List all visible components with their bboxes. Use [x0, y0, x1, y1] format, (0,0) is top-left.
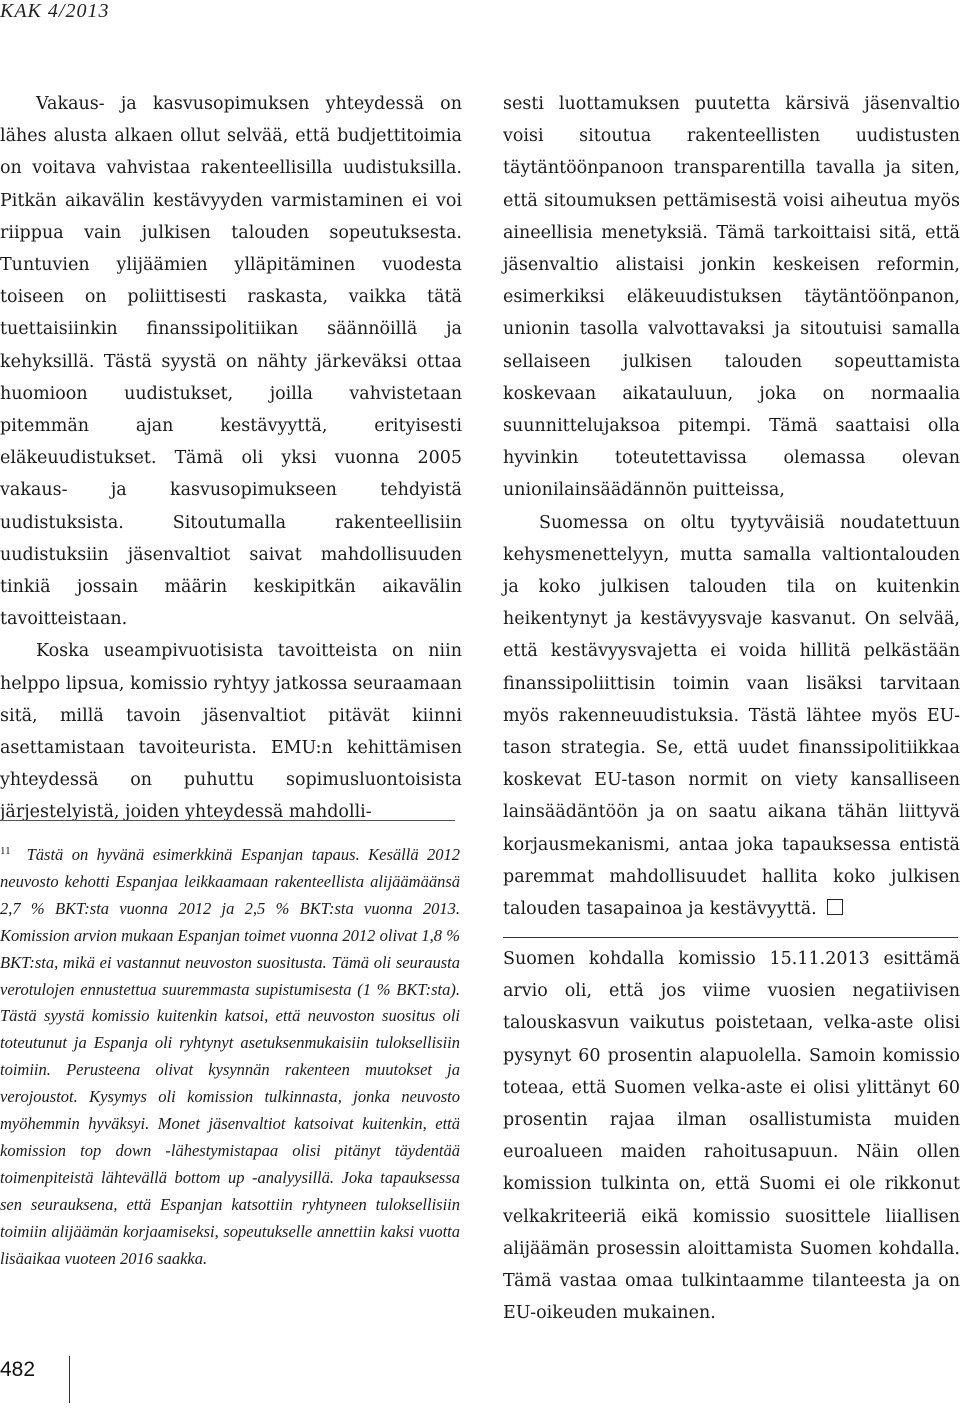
end-of-article-mark: [827, 899, 843, 915]
left-column: [0, 88, 462, 829]
right-paragraph-2: [503, 507, 960, 926]
box-paragraph: Suomen kohdalla komissio 15.11.2013 esittämä arvio oli, että jos viime vuosien negatiivisen talouskasvun vaikutus poistetaan, velka-aste olisi pysynyt 60 prosentin alapuolella. Samoin komissio toteaa, että Suomen velka-aste ei olisi ylittänyt 60 prosentin rajaa ilman osallistumista muiden euroalueen maiden rahoitusapuun. Näin ollen komission tulkinta on, että Suomi ei ole rikkonut velkakriteeriä eikä komissio suosittele liiallisen alijäämän prosessin aloittamista Suomen kohdalla. Tämä vastaa omaa tulkintaamme tilanteesta ja on EU-oikeuden mukainen.: [503, 949, 960, 1324]
footnote-number: 11: [0, 845, 11, 857]
right-paragraph-1: sesti luottamuksen puutetta kärsivä jäsenvaltio voisi sitoutua rakenteellisten uudistusten täytäntöönpanoon transparentilla tavalla ja siten, että sitoumuksen pettämisestä voisi aiheutua myös aineellisia menetyksiä. Tämä tarkoittaisi sitä, että jäsenvaltio alistaisi jonkin keskeisen reformin, esimerkiksi eläkeuudistuksen täytäntöönpanon, unionin tasolla valvottavaksi ja sitoutuisi samalla sellaiseen julkisen talouden sopeuttamista koskevaan aikatauluun, joka on normaalia suunnittelujaksoa pitempi. Tämä saattaisi olla hyvinkin toteutettavissa olemassa olevan unionilainsäädännön puitteissa,: [503, 94, 960, 501]
running-header: KAK 4/2013: [0, 0, 110, 22]
left-paragraph-1: Vakaus- ja kasvusopimuksen yhteydessä on lähes alusta alkaen ollut selvää, että budjettitoimia on voitava vahvistaa rakenteellisilla uudistuksilla. Pitkän aikavälin kestävyyden varmistaminen ei voi riippua vain julkisen talouden sopeutuksesta. Tuntuvien ylijäämien ylläpitäminen vuodesta toiseen on poliittisesti raskasta, vaikka tätä tuettaisiinkin finanssipolitiikan säännöillä ja kehyksillä. Tästä syystä on nähty järkeväksi ottaa huomioon uudistukset, joilla vahvistetaan pitemmän ajan kestävyyttä, erityisesti eläkeuudistukset. Tämä oli yksi vuonna 2005 vakaus- ja kasvusopimukseen tehdyistä uudistuksista. Sitoutumalla rakenteellisiin uudistuksiin jäsenvaltiot saivat mahdollisuuden tinkiä jossain määrin keskipitkän aikavälin tavoitteistaan.: [0, 94, 462, 630]
page-number: 482: [0, 1358, 36, 1381]
page-number-rule: [69, 1356, 70, 1403]
footnote-divider: [0, 820, 455, 821]
finland-sidebar-box: [503, 943, 960, 1329]
footnote-text: Tästä on hyvänä esimerkkinä Espanjan tapaus. Kesällä 2012 neuvosto kehotti Espanjaa leikkaamaan rakenteellista alijäämäänsä 2,7 % BKT:sta vuonna 2012 ja 2,5 % BKT:sta vuonna 2013. Komission arvion mukaan Espanjan toimet vuonna 2012 olivat 1,8 % BKT:sta, mikä ei vastannut neuvoston suositusta. Tämä oli seurausta verotulojen ennustettua suuremmasta supistumisesta (1 % BKT:sta). Tästä syystä komissio kuitenkin katsoi, että neuvoston suositus oli toteutunut ja Espanja oli ryhtynyt asetuksenmukaisiin tuloksellisiin toimiin. Perusteena olivat kysynnän rakenteen muutokset ja verojoustot. Kysymys oli komission tulkinnasta, jonka neuvosto myöhemmin hyväksyi. Monet jäsenvaltiot katsoivat kuitenkin, että komission top down -lähestymistapaa olisi pitänyt täydentää toimenpiteistä lähtevällä bottom up -analyysillä. Joka tapauksessa sen seurauksena, että Espanjan katsottiin ryhtyneen tuloksellisiin toimiin alijäämän korjaamiseksi, sopeutukselle annettiin kaksi vuotta lisäaikaa vuoteen 2016 saakka.: [0, 845, 460, 1268]
left-paragraph-2: Koska useampivuotisista tavoitteista on niin helppo lipsua, komissio ryhtyy jatkossa seuraamaan sitä, millä tavoin jäsenvaltiot pitävät kiinni asettamistaan tavoiteurista. EMU:n kehittämisen yhteydessä on puhuttu sopimusluontoisista järjestelyistä, joiden yhteydessä mahdolli-: [0, 641, 462, 823]
right-column: [503, 88, 960, 925]
right-paragraph-2-text: Suomessa on oltu tyytyväisiä noudatettuun kehysmenettelyyn, mutta samalla valtiontalouden ja koko julkisen talouden tila on kuitenkin heikentynyt ja kestävyysvaje kasvanut. On selvää, että kestävyysvajetta ei voida hillitä pelkästään finanssipoliittisin toimin vaan lisäksi tarvitaan myös rakenneuudistuksia. Tästä lähtee myös EU-tason strategia. Se, että uudet finanssipolitiikkaa koskevat EU-tason normit on viety kansalliseen lainsäädäntöön ja on saatu aikana tähän liittyvä korjausmekanismi, antaa joka tapauksessa entistä paremmat mahdollisuudet hallita koko julkisen talouden tasapainoa ja kestävyyttä.: [503, 512, 960, 920]
box-top-rule: [503, 937, 958, 938]
footnote-11: [0, 838, 460, 1273]
